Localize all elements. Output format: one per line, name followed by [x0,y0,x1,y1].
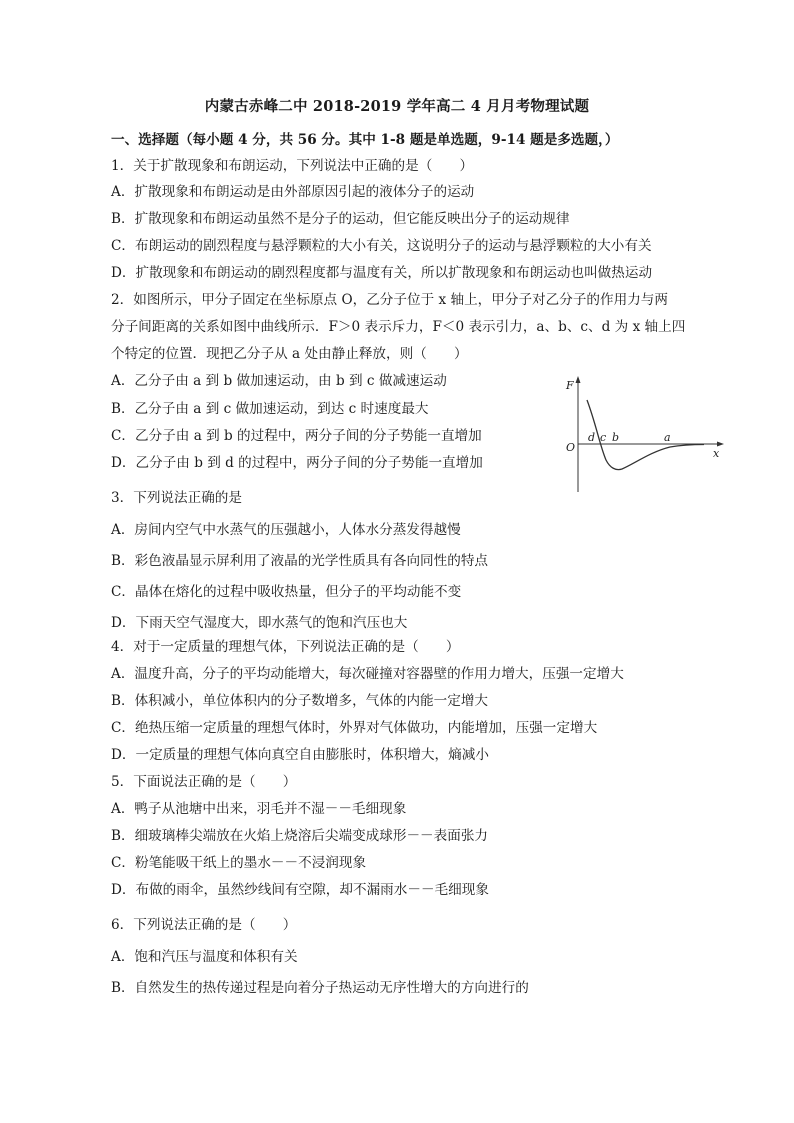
question-2-option-b: B．乙分子由 a 到 c 做加速运动，到达 c 时速度最大 [111,401,429,417]
force-distance-graph [560,376,725,494]
question-5-option-a: A．鸭子从池塘中出来，羽毛并不湿－－毛细现象 [111,801,407,817]
question-6-option-b: B．自然发生的热传递过程是向着分子热运动无序性增大的方向进行的 [111,980,529,996]
question-4-stem: 4．对于一定质量的理想气体，下列说法正确的是（ ） [111,639,460,655]
question-2-stem-line-2: 分子间距离的关系如图中曲线所示．F＞0 表示斥力，F＜0 表示引力，a、b、c、d 为 x 轴上四 [111,319,686,335]
question-4-option-a: A．温度升高，分子的平均动能增大，每次碰撞对容器壁的作用力增大，压强一定增大 [111,666,624,682]
question-2-stem-line-3: 个特定的位置．现把乙分子从 a 处由静止释放，则（ ） [111,346,468,362]
point-a-label: a [664,431,671,444]
question-2-stem-line-1: 2．如图所示，甲分子固定在坐标原点 O，乙分子位于 x 轴上，甲分子对乙分子的作用力与两 [111,292,668,308]
x-axis-label: x [713,447,720,460]
question-1-option-a: A．扩散现象和布朗运动是由外部原因引起的液体分子的运动 [111,184,475,200]
question-4-option-d: D．一定质量的理想气体向真空自由膨胀时，体积增大，熵减小 [111,747,489,763]
question-6-stem: 6．下列说法正确的是（ ） [111,917,297,933]
section-header: 一、选择题（每小题 4 分，共 56 分。其中 1-8 题是单选题，9-14 题是多选题，） [111,132,619,148]
x-axis-arrow [717,442,724,447]
question-5-option-d: D．布做的雨伞，虽然纱线间有空隙，却不漏雨水－－毛细现象 [111,882,489,898]
question-1-option-c: C．布朗运动的剧烈程度与悬浮颗粒的大小有关，这说明分子的运动与悬浮颗粒的大小有关 [111,238,652,254]
question-4-option-c: C．绝热压缩一定质量的理想气体时，外界对气体做功，内能增加，压强一定增大 [111,720,598,736]
question-3-option-c: C．晶体在熔化的过程中吸收热量，但分子的平均动能不变 [111,584,462,600]
question-3-option-a: A．房间内空气中水蒸气的压强越小，人体水分蒸发得越慢 [111,522,461,538]
point-d-label: d [588,431,596,444]
question-3-stem: 3．下列说法正确的是 [111,490,242,506]
y-axis-label: F [566,379,574,392]
question-5-option-b: B．细玻璃棒尖端放在火焰上烧溶后尖端变成球形－－表面张力 [111,828,489,844]
question-3-option-d: D．下雨天空气湿度大，即水蒸气的饱和汽压也大 [111,615,408,631]
question-1-option-d: D．扩散现象和布朗运动的剧烈程度都与温度有关，所以扩散现象和布朗运动也叫做热运动 [111,265,653,281]
question-1-stem: 1．关于扩散现象和布朗运动，下列说法中正确的是（ ） [111,158,474,174]
question-4-option-b: B．体积减小，单位体积内的分子数增多，气体的内能一定增大 [111,693,489,709]
force-distance-figure [560,376,725,494]
point-b-label: b [612,431,620,444]
question-2-option-a: A．乙分子由 a 到 b 做加速运动，由 b 到 c 做减速运动 [111,373,447,389]
exam-title: 内蒙古赤峰二中 2018-2019 学年高二 4 月月考物理试题 [204,98,590,115]
point-c-label: c [600,431,607,444]
question-1-option-b: B．扩散现象和布朗运动虽然不是分子的运动，但它能反映出分子的运动规律 [111,211,570,227]
question-2-option-d: D．乙分子由 b 到 d 的过程中，两分子间的分子势能一直增加 [111,455,483,471]
origin-label: O [566,441,576,454]
question-5-stem: 5．下面说法正确的是（ ） [111,774,297,790]
question-6-option-a: A．饱和汽压与温度和体积有关 [111,949,298,965]
question-3-option-b: B．彩色液晶显示屏利用了液晶的光学性质具有各向同性的特点 [111,553,489,569]
question-2-option-c: C．乙分子由 a 到 b 的过程中，两分子间的分子势能一直增加 [111,428,482,444]
y-axis-arrow [576,376,581,383]
question-5-option-c: C．粉笔能吸干纸上的墨水－－不浸润现象 [111,855,367,871]
